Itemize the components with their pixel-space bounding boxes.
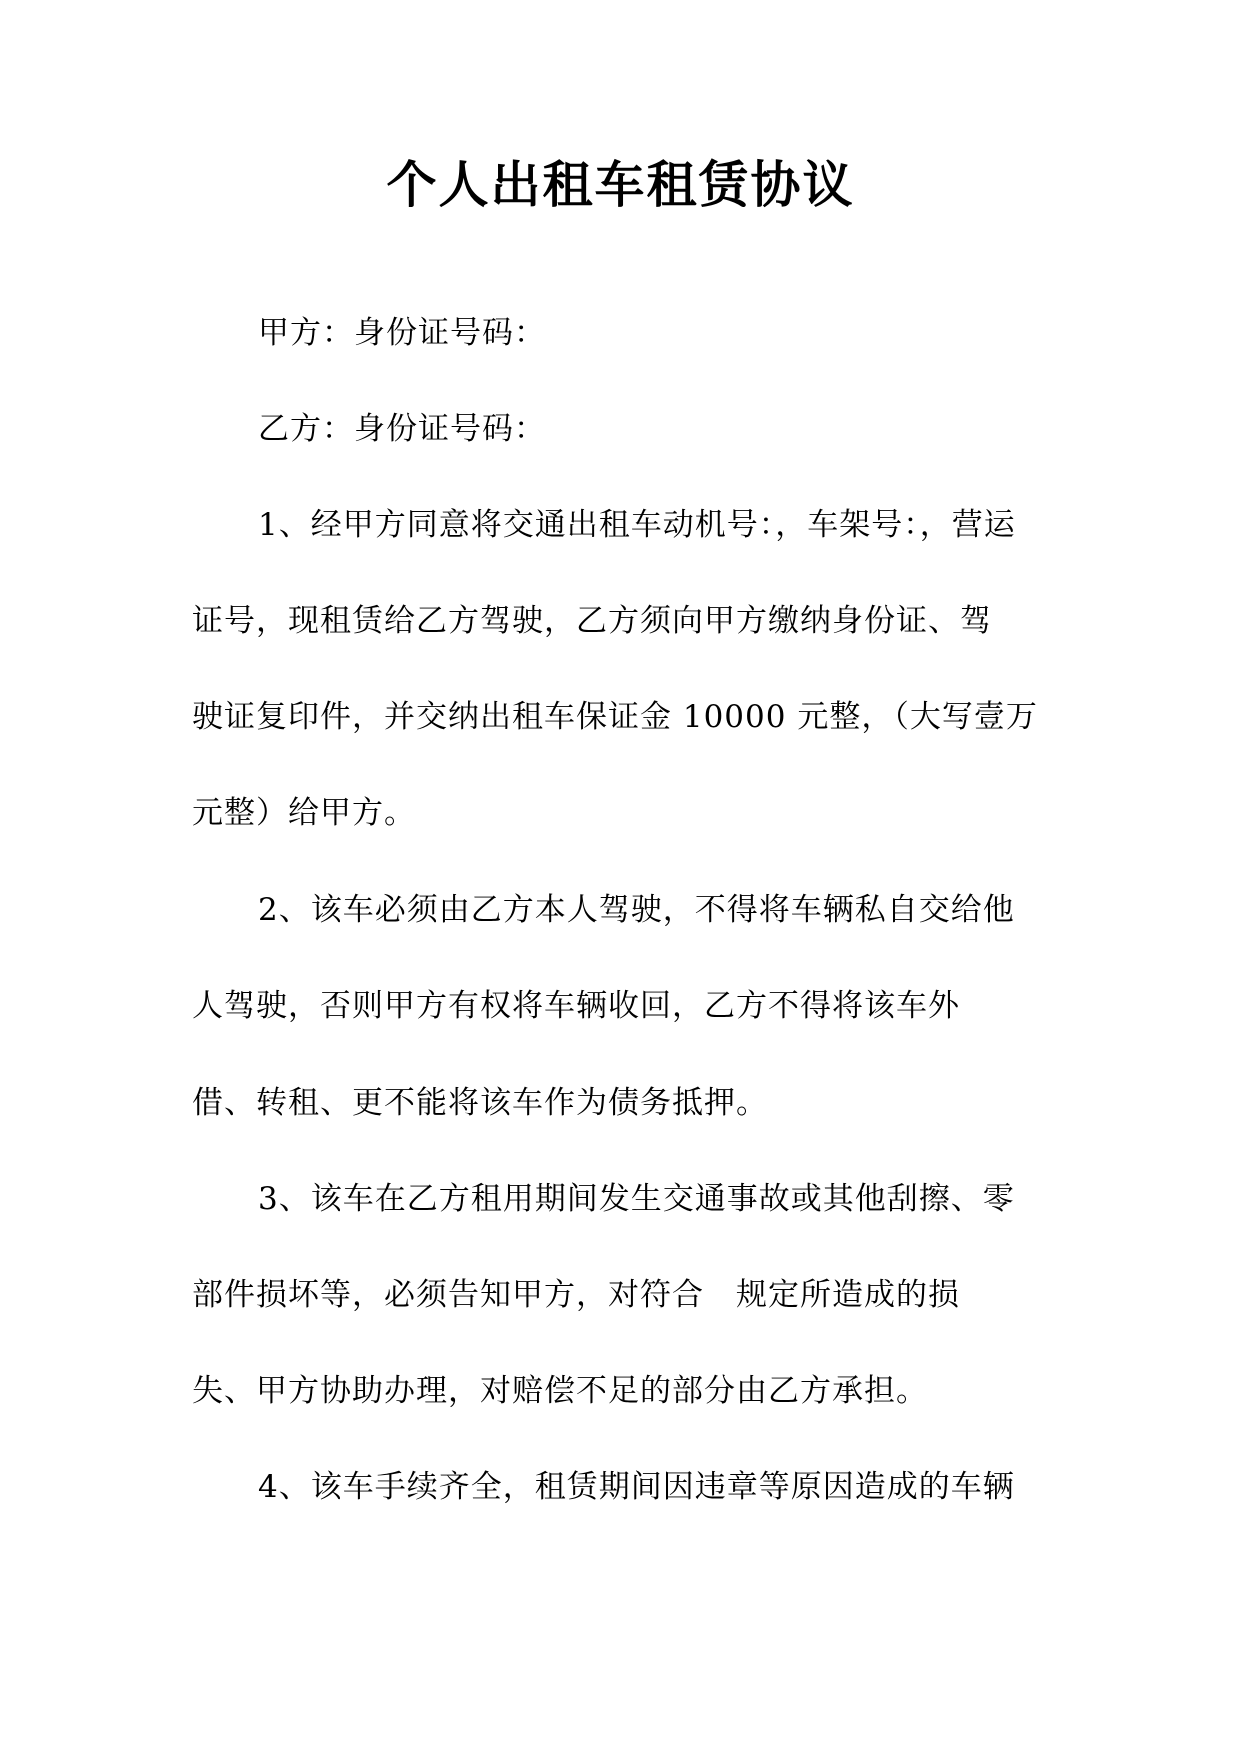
clause-2-line-2: 人驾驶，否则甲方有权将车辆收回，乙方不得将该车外 bbox=[192, 988, 960, 1024]
clause-2-line-3: 借、转租、更不能将该车作为债务抵押。 bbox=[192, 1085, 768, 1121]
clause-3-line-2: 部件损坏等，必须告知甲方，对符合 规定所造成的损 bbox=[192, 1277, 960, 1313]
clause-3-line-1: 3、该车在乙方租用期间发生交通事故或其他刮擦、零 bbox=[258, 1181, 1015, 1217]
clause-2-line-1: 2、该车必须由乙方本人驾驶，不得将车辆私自交给他 bbox=[258, 892, 1015, 928]
clause-1-line-2: 证号，现租赁给乙方驾驶，乙方须向甲方缴纳身份证、驾 bbox=[192, 603, 992, 639]
clause-1-line-3: 驶证复印件，并交纳出租车保证金 10000 元整，（大写壹万 bbox=[192, 699, 1038, 735]
party-b-line: 乙方：身份证号码： bbox=[258, 411, 546, 447]
document-title: 个人出租车租赁协议 bbox=[386, 155, 855, 214]
clause-4-line-1: 4、该车手续齐全，租赁期间因违章等原因造成的车辆 bbox=[258, 1469, 1015, 1505]
clause-3-line-3: 失、甲方协助办理，对赔偿不足的部分由乙方承担。 bbox=[192, 1373, 928, 1409]
clause-1-line-4: 元整）给甲方。 bbox=[192, 795, 416, 831]
clause-1-line-1: 1、经甲方同意将交通出租车动机号：，车架号：，营运 bbox=[258, 507, 1016, 543]
party-a-line: 甲方：身份证号码： bbox=[258, 315, 546, 351]
